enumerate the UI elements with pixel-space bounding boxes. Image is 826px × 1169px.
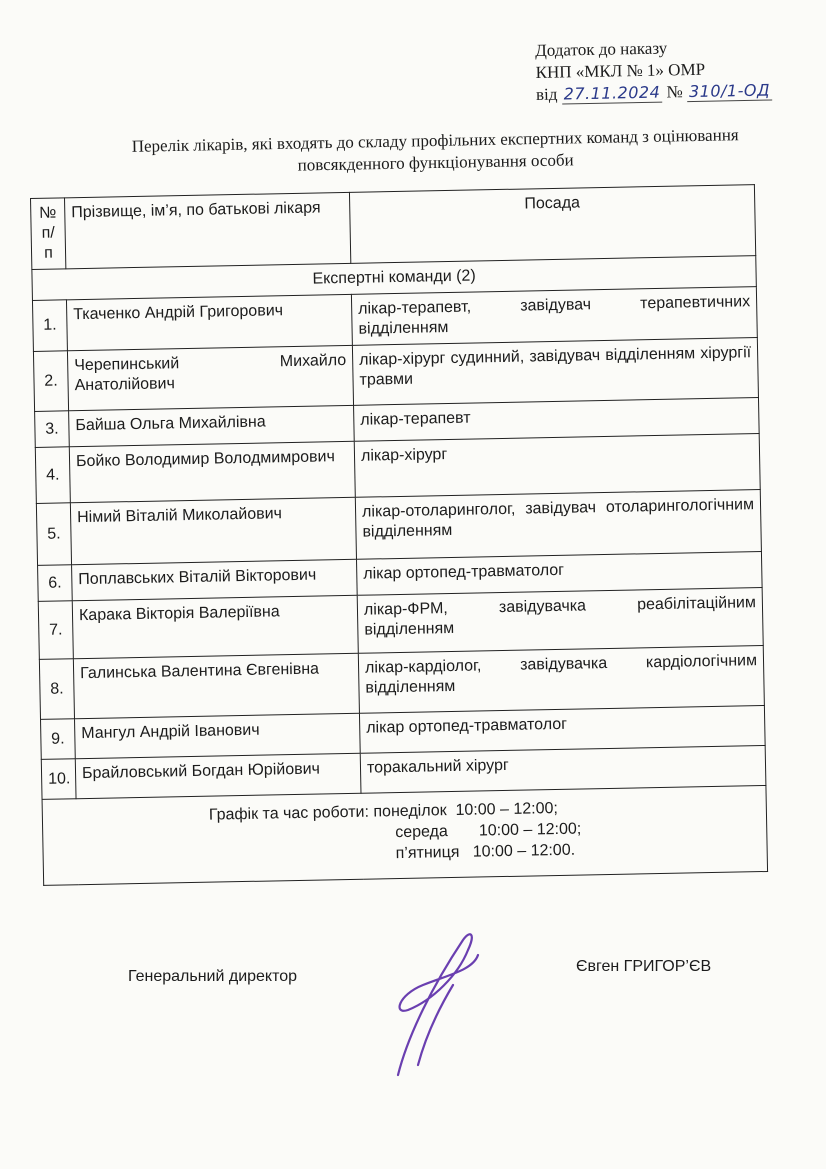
row-name: Мангул Андрій Іванович — [75, 713, 361, 758]
row-name: Німий Віталій Миколайович — [70, 497, 356, 564]
schedule-label: Графік та час роботи: — [208, 803, 370, 824]
doctors-table-wrapper — [30, 184, 768, 886]
document-title — [70, 123, 801, 181]
row-number: 3. — [35, 411, 70, 448]
header-position: Посада — [349, 185, 755, 264]
row-name: Бойко Володимир Володмимрович — [69, 441, 355, 502]
row-name: Поплавських Віталій Вікторович — [72, 559, 358, 600]
row-name: Байша Ольга Михайлівна — [69, 405, 355, 446]
row-number: 9. — [41, 719, 76, 760]
row-position: лікар-хірург судинний, завідувач відділенням хірургії травми — [352, 338, 758, 406]
row-number: 7. — [38, 601, 73, 660]
row-number: 2. — [33, 351, 68, 412]
row-number: 10. — [41, 759, 76, 800]
row-number: 6. — [38, 565, 73, 602]
schedule-friday: п’ятниця 10:00 – 12:00. — [395, 841, 576, 863]
row-position: лікар ортопед-травматолог — [356, 552, 762, 596]
header-date-line — [536, 79, 816, 106]
row-name: Карака Вікторія Валеріївна — [72, 595, 358, 658]
row-position: лікар-кардіолог, завідувачка кардіологічним відділенням — [358, 646, 764, 714]
handwritten-order-number: 310/1-ОД — [687, 80, 772, 102]
handwritten-date: 27.11.2024 — [562, 83, 663, 105]
group-label: Експертні команди (2) — [32, 256, 756, 301]
row-position: лікар-терапевт — [354, 398, 760, 442]
row-position: лікар-хірург — [354, 434, 760, 498]
row-name: Галинська Валентина Євгенівна — [73, 653, 359, 718]
row-position: лікар-ФРМ, завідувачка реабілітаційним відділенням — [357, 588, 763, 654]
header-number: № п/п — [31, 198, 66, 270]
row-name: Ткаченко Андрій Григорович — [66, 294, 352, 350]
title-line-2: повсякденного функціонування особи — [297, 150, 574, 175]
schedule-monday: понеділок 10:00 – 12:00; — [373, 799, 559, 821]
row-number: 1. — [32, 300, 67, 352]
row-number: 4. — [35, 447, 70, 504]
row-number: 8. — [39, 659, 74, 720]
row-position: лікар-терапевт, завідувач терапевтичних відділенням — [351, 287, 757, 346]
schedule-block — [209, 794, 759, 868]
date-prefix: від — [535, 84, 558, 104]
row-position: лікар-отоларинголог, завідувач отоларингологічним відділенням — [355, 490, 761, 560]
schedule-row — [42, 785, 768, 885]
schedule-wednesday: середа 10:00 – 12:00; — [395, 820, 582, 842]
number-prefix: № — [666, 82, 683, 102]
order-attachment-header — [535, 35, 816, 106]
row-name: Черепинський Михайло Анатолійович — [67, 345, 353, 410]
row-number: 5. — [36, 503, 71, 566]
director-title: Генеральний директор — [128, 968, 298, 985]
title-line-1: Перелік лікарів, які входять до складу профільних експертних команд з оцінювання — [131, 125, 739, 156]
row-name: Брайловський Богдан Юрійович — [75, 753, 361, 798]
doctors-table — [30, 184, 768, 886]
header-line-2: КНП «МКЛ № 1» ОМР — [535, 59, 706, 82]
row-position: лікар ортопед-травматолог — [359, 705, 765, 753]
row-position: торакальний хірург — [360, 745, 766, 793]
director-name: Євген ГРИГОР’ЄВ — [576, 958, 712, 975]
header-name: Прізвище, ім’я, по батькові лікаря — [65, 192, 351, 268]
header-line-1: Додаток до наказу — [535, 38, 668, 60]
schedule-cell — [42, 785, 768, 885]
director-signature — [378, 915, 498, 1085]
